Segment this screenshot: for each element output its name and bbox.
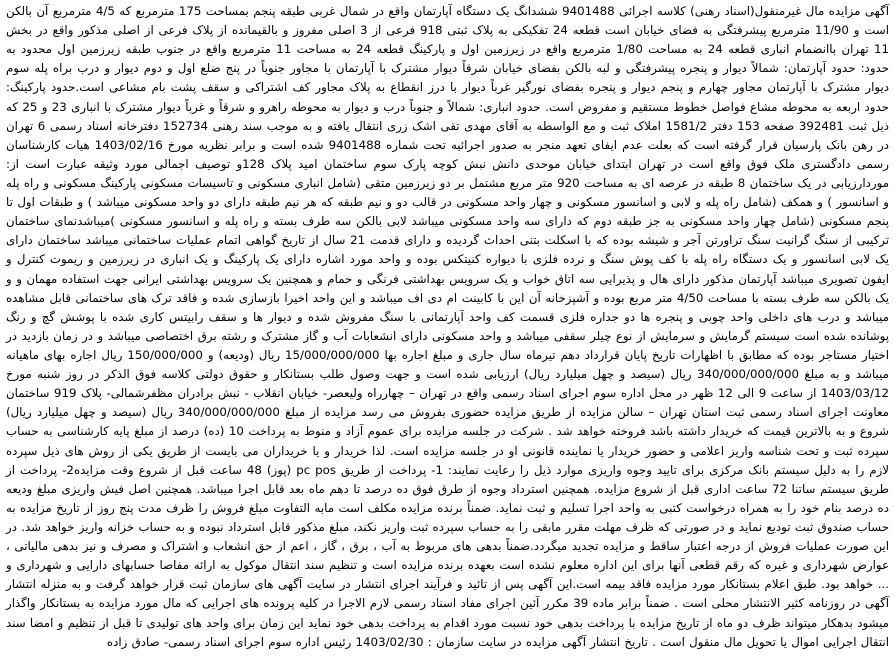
auction-notice-text: آگهی مزایده مال غیرمنقول(اسناد رهنی) کلاسه اجرائی 9401488 ششدانگ یک دستگاه آپارتمان واقع در شمال غربی طبقه پنجم بمساحت 175 مترمربع که 4/5 مترمربع آن بالکن است و 11/90 مترمربع پیشرفتگی به فضای خیابان است قطعه 24 تفکیکی به پلاک ثبتی 918 فرعی از 3 اصلی مفروز و بالقیمانده از پلاک فرعی از اصلی مذکور واقع در بخش 11 تهران باانضمام انباری قطعه 24 به مساحت 1/80 مترمربع واقع در زیرزمین اول و پارکینگ قطعه 24 به مساحت 11 مترمربع واقع در جنوب طبقه زیرزمین اول محدود به حدود: حدود آپارتمان: شمالاً دیوار و پنجره پیشرفتگی و لبه بالکن بفضای خیابان شرقاً دیوار مشترک با آپارتمان با مجاور جنوباً در پنج ضلع اول و دوم دیوار و درب براه پله سوم دیوار مشترک با آپارتمان مجاور چهارم و پنجم دیوار و پنجره بفضای نورگیر غرباً دیوار با درز انقطاع به پلاک مجاور کف اشتراکی و سقف پشت بام مشاعی است.حدود پارکینگ: حدود اربعه به محوطه مشاع فواصل خطوط مستقیم و مفروض است. حدود انباری: شمالاً و جنوباً درب و دیوار به محوطه راهرو و شرقاً و غرباً دیوار مشترک با انباری 23 و 25 که ذیل ثبت 392481 صفحه 153 دفتر 1581/2 املاک ثبت و مع الواسطه به آقای مهدی تقی اشک زری انتقال یافته و به موجب سند رهنی 152734 دفترخانه اسناد رسمی 6 تهران در رهن بانک پارسیان قرار گرفته است که بعلت عدم ایفای تعهد منجر به صدور اجرائیه تحت شماره 9401488 شده است و برابر نظریه مورخ 1403/02/16 هیات کارشناسان رسمی دادگستری ملک فوق واقع است در تهران ابتدای خیابان موحدی دانش نبش کوچه پارک سوم ساختمان امید پلاک 128و توصیف اجمالی مورد وثیقه عبارت است از: موردارزیابی در یک ساختمان 8 طبقه در عرصه ای به مساحت 920 متر مربع مشتمل بر دو زیرزمین متقی (شامل انباری مسکونی و تاسیسات مسکونی پارکینگ مسکونی و راه پله و اسانسور ) و همکف (شامل راه پله و لابی و اسانسور مسکونی و چهار واحد مسکونی در قالب دو و نیم طبقه که هر نیم طبقه دارای دو واحد مسکونی میباشد ) و طبقات اول تا پنجم مسکونی (شامل چهار واحد مسکونی به جز طبقه دوم که دارای سه واحد مسکونی میباشد لابی بالکن سه طرف بسته و راه پله و اسانسور مسکونی )میباشدنمای ساختمان ترکیبی از سنگ گرانیت سنگ تراورتن آجر و شیشه بوده که با اسکلت بتنی احداث گردیده و دارای قدمت 21 سال از تاریخ گواهی اتمام عملیات ساختمانی میباشد ساختمان دارای یک لابی اسانسور و یک دستگاه راه پله با کف پوش سنگ و نرده فلزی با دیواره کنیتکس بوده و واحد مورد اشاره دارای یک پارکینگ و یک انباری در زیرزمین و ریموت کنترل و ایفون تصویری میباشد آپارتمان مذکور دارای هال و پذیرایی سه اتاق خواب و یک سرویس بهداشتی فرنگی و حمام و همچنین یک سرویس بهداشتی ایرانی جهت استفاده مهمان و و یک بالکن سه طرف بسته با مساحت 4/50 متر مربع بوده و آشپزخانه آن این با کابینت ام دی اف میباشد و این واحد اخیرا بازسازی شده و فاقد ترک های ساختمانی قابل مشاهده میباشد و درب های داخلی واحد چوبی و پنجره ها دو جداره فلزی قسمت کف واحد آپارتمانی با سنگ مفروش شده و دیوار ها و سقف رابیتس کاری شده با پوشش گچ و رنگ پوشانده شده است سیستم گرمایش و سرمایش از نوع چیلر سقفی میباشد و واحد مسکونی دارای انشعابات آب و گاز مشترک و رشته برق اختصاصی میباشد و در زمان بازدید در اختیار مستاجر بوده که مطابق با اظهارات تاریخ پایان قرارداد دهم تیرماه سال جاری و مبلغ اجاره بها 15/000/000/000 ریال (ودیعه) و 150/000/000 ریال اجاره بهای ماهیانه میباشد و به مبلغ 340/000/000/000 ریال (سیصد و چهل میلیارد ریال) ارزیابی شده است و جهت وصول طلب بستانکار و حقوق دولتی کلاسه فوق الذکر در روز شنبه مورخ 1403/03/12 از ساعت 9 الی 12 ظهر در محل اداره سوم اجرای اسناد رسمی واقع در تهران – چهارراه ولیعصر- خیابان انقلاب - نبش برادران مظفرشمالی- پلاک 919 ساختمان معاونت اجرای اسناد رسمی ثبت استان تهران – سالن مزایده از طریق مزایده حضوری بفروش می رسد مزایده از مبلغ 340/000/000/000 ریال (سیصد و چهل میلیارد ریال) شروع و به بالاترین قیمت که خریدار داشته باشد فروخته خواهد شد . شرکت در جلسه مزایده برای عموم آزاد و منوط به پرداخت 10 (ده) درصد از مبلغ پایه کارشناسی به حساب سپرده ثبت و تحت شناسه واریز اعلامی و حضور خریدار یا نماینده قانونی او در جلسه مزایده است. لذا خریدار و یا خریداران می بایست از طریق یکی از روش های ذیل سپرده لازم را به دلیل سیستم بانک مرکزی برای تایید وجوه واریزی موارد ذیل را رعایت نمایند: 1- پرداخت از طریق pc pos (پوز) 48 ساعت قبل از شروع وقت مزایده2- پرداخت از طریق سیستم ساتنا 72 ساعت اداری قبل از شروع مزایده. همچنین استرداد وجوه از طرق فوق ده درصد تا دهم ماه بعد قابل اجرا میباشد. همچنین اصل فیش واریزی مبلغ ودیعه ده درصد بنام خود را به همراه درخواست کتبی به واحد اجرا تسلیم و ثبت نماید. ضمناً برنده مزایده مکلف است مابه التفاوت مبلغ فروش را ظرف مدت پنج روز از تاریخ مزایده به حساب صندوق ثبت تودیع نماید و در صورتی که ظرف مهلت مقرر مابقی را به حساب سپرده ثبت واریز نکند، مبلغ مذکور قابل استرداد نبوده و به حساب خزانه واریز خواهد شد. در این صورت عملیات فروش از درجه اعتبار ساقط و مزایده تجدید میگردد.ضمناً بدهی های مربوط به آب ، برق ، گاز ، اعم از حق انشعاب و اشتراک و مصرف و نیز بدهی مالیاتی ، عوارض شهرداری و غیره که رقم قطعی آنها برای این اداره معلوم نشده است بعهده برنده مزایده است و تنظیم سند انتقال موکول به ارائه مفاصا حسابهای دارایی و شهرداری و ... خواهد بود. طبق اعلام بستانکار مورد مزایده فاقد بیمه است.این آگهی پس از تائید و فرآیند اجرای انتشار در سایت آگهی های سازمان ثبت قرار خواهد گرفت و به منزله انتشار آگهی در روزنامه کثیر الانتشار محلی است . ضمناً برابر ماده 39 مکرر آئین اجرای مفاد اسناد رسمی لازم الاجرا در کلیه پرونده های اجرایی که مال مورد مزایده به بستانکار واگذار میشود بدهکار میتواند ظرف دو ماه از تاریخ مزایده با پرداخت بدهی خود نسبت مورد اقدام به پرداخت بدهی خود نماید این زمان برای واحد های تولیدی تا قبل از تنظیم و امضا سند انتقال اجرایی اموال یا تحویل مال منقول است . تاریخ انتشار آگهی مزایده در سایت سازمان : 1403/02/30 رئیس اداره سوم اجرای اسناد رسمی- صادق زاده: [6, 4, 890, 649]
auction-notice-document: [6, 2, 889, 671]
